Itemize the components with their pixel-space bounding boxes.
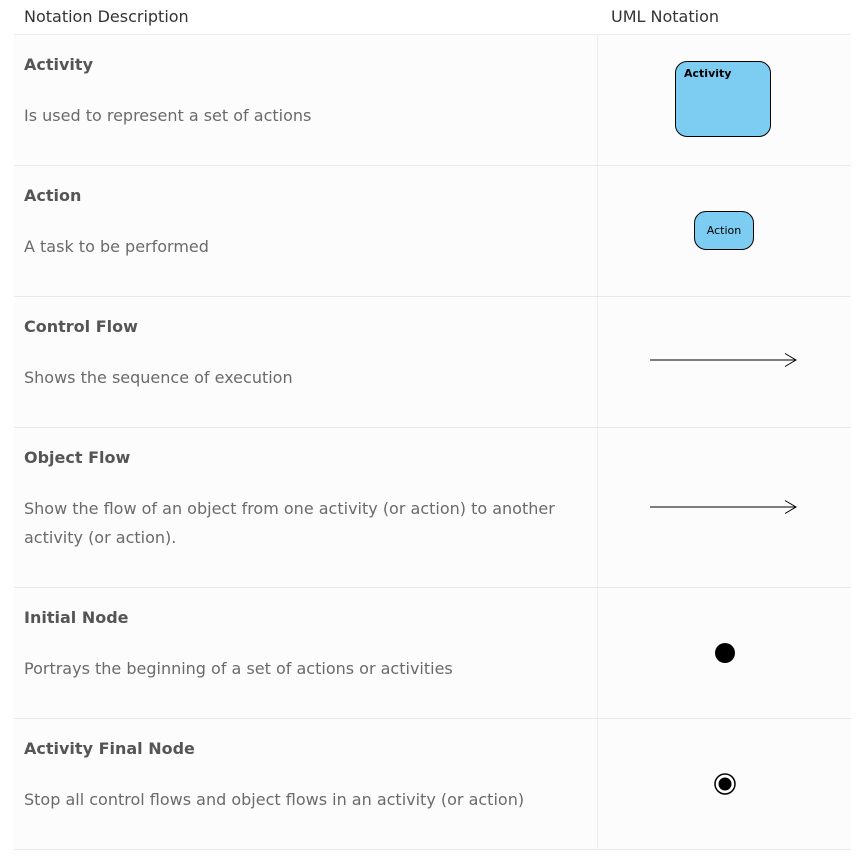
table-row: [14, 297, 851, 428]
notation-name: Action: [24, 186, 82, 205]
notation-description: Show the flow of an object from one activity (or action) to another activity (or action).: [24, 499, 555, 547]
notation-name: Object Flow: [24, 448, 131, 467]
table-row: [14, 588, 851, 719]
uml-cell: [598, 719, 851, 849]
uml-cell: [598, 588, 851, 718]
uml-cell: [598, 166, 851, 296]
notation-name: Initial Node: [24, 608, 129, 627]
notation-name: Activity Final Node: [24, 739, 195, 758]
arrow-right-icon: [648, 499, 800, 515]
filled-circle-icon: [713, 641, 737, 665]
action-box-icon: [694, 211, 754, 250]
description-cell: [14, 166, 598, 296]
notation-description: Portrays the beginning of a set of actions or activities: [24, 659, 453, 678]
notation-table: [14, 0, 851, 850]
notation-description: Is used to represent a set of actions: [24, 106, 312, 125]
activity-box-icon: [675, 61, 771, 137]
notation-description: Shows the sequence of execution: [24, 368, 293, 387]
uml-cell: [598, 428, 851, 587]
uml-cell: [598, 297, 851, 427]
activity-box-label: Activity: [684, 67, 732, 80]
table-header: [14, 0, 851, 35]
notation-name: Control Flow: [24, 317, 138, 336]
arrow-right-icon: [648, 352, 800, 368]
table-row: [14, 35, 851, 166]
notation-name: Activity: [24, 55, 93, 74]
notation-description: Stop all control flows and object flows in an activity (or action): [24, 790, 525, 809]
header-uml-notation: UML Notation: [611, 7, 719, 26]
description-cell: [14, 35, 598, 165]
bullseye-circle-icon: [713, 772, 737, 796]
uml-cell: [598, 35, 851, 165]
description-cell: [14, 428, 598, 587]
action-box-label: Action: [706, 224, 742, 237]
table-row: [14, 428, 851, 588]
notation-description: A task to be performed: [24, 237, 209, 256]
header-notation-description: Notation Description: [24, 7, 189, 26]
description-cell: [14, 588, 598, 718]
description-cell: [14, 719, 598, 849]
table-row: [14, 719, 851, 850]
table-row: [14, 166, 851, 297]
description-cell: [14, 297, 598, 427]
